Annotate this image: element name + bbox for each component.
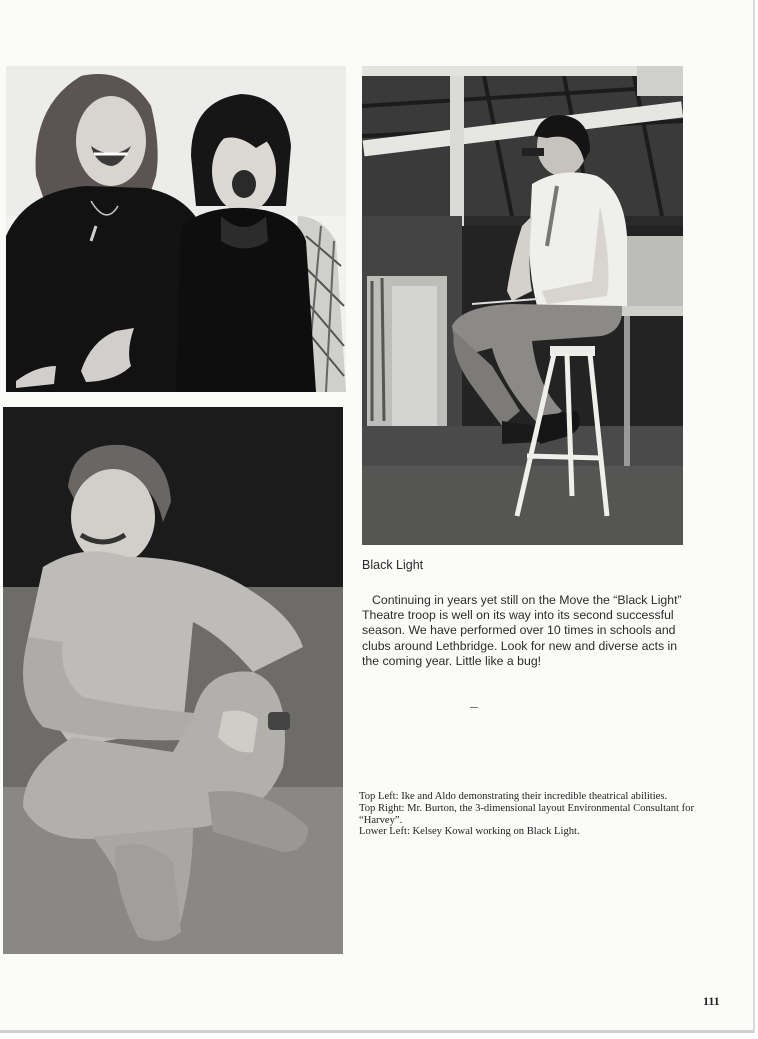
photo-lower-left (3, 407, 343, 954)
photo-top-left (6, 66, 346, 392)
section-body: Continuing in years yet still on the Move the “Black Light” Theatre troop is well on its way into its second successful season. We have performed over 10 times in schools and clubs around Lethbridge. Look for new and diverse acts in the coming year. Little like a bug! (362, 593, 682, 668)
page-number: 111 (703, 994, 720, 1008)
photo-top-right-image (362, 66, 683, 545)
caption-top-left: Top Left: Ike and Aldo demonstrating their incredible theatrical abilities. (359, 791, 668, 802)
photo-top-right (362, 66, 683, 545)
decorative-dash (470, 707, 478, 708)
section-headline: Black Light (362, 558, 424, 572)
caption-lower-left: Lower Left: Kelsey Kowal working on Black Light. (359, 826, 580, 838)
photo-captions (359, 791, 699, 838)
caption-top-right: Top Right: Mr. Burton, the 3-dimensional layout Environmental Consultant for “Harvey”. (359, 802, 694, 826)
photo-top-left-image (6, 66, 346, 392)
photo-lower-left-image (3, 407, 343, 954)
